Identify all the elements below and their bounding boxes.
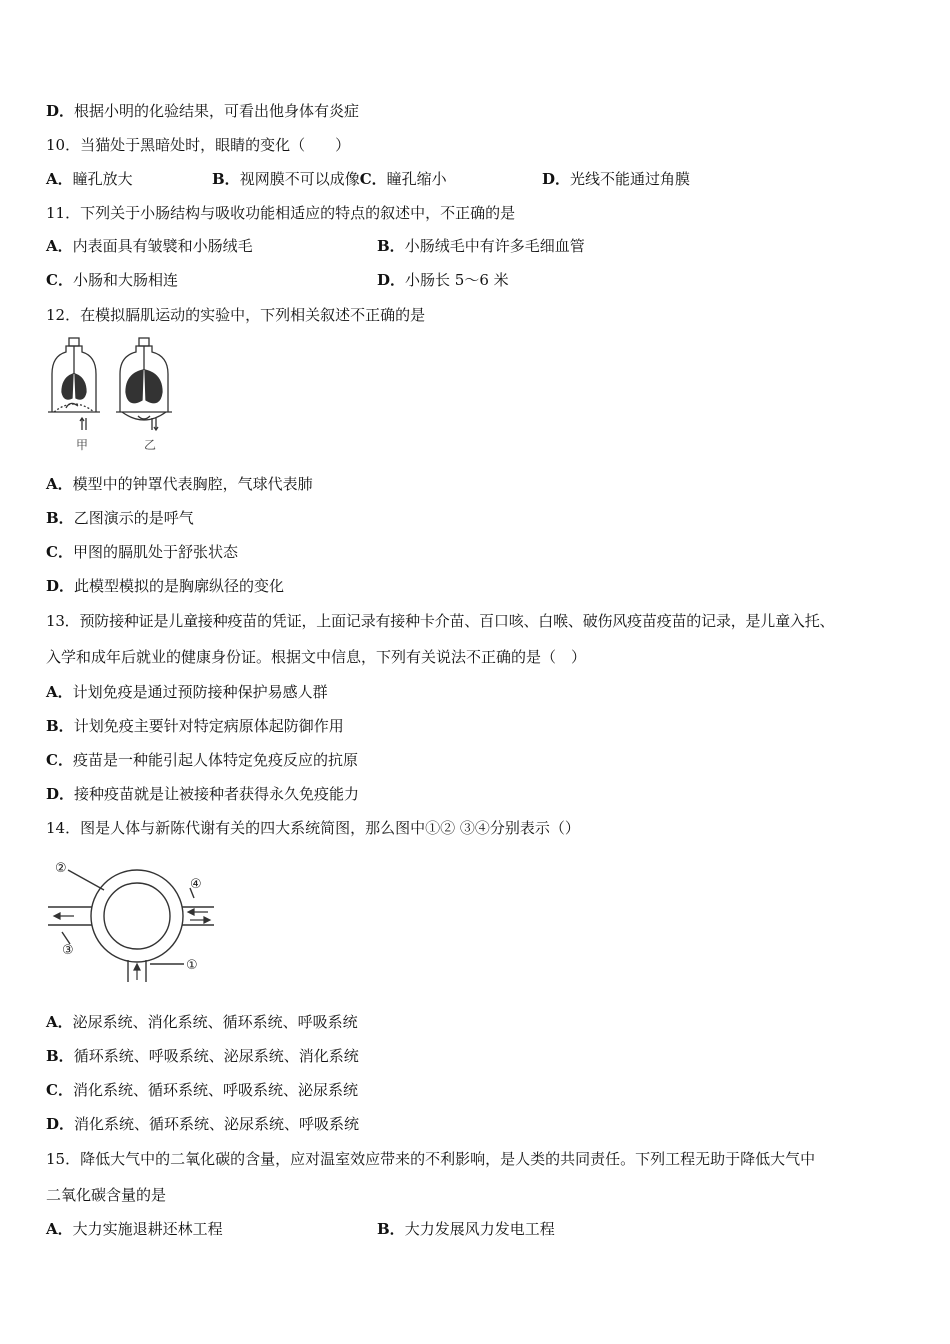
q10-stem: 10．当猫处于黑暗处时，眼睛的变化（ ）: [46, 136, 351, 154]
q11-option-a: A．内表面具有皱襞和小肠绒毛: [46, 237, 253, 255]
q11-stem: 11．下列关于小肠结构与吸收功能相适应的特点的叙述中，不正确的是: [46, 204, 516, 222]
q15-option-a: A．大力实施退耕还林工程: [46, 1220, 223, 1238]
q14-option-a: A．泌尿系统、消化系统、循环系统、呼吸系统: [46, 1013, 358, 1031]
bell-jar-yi: [116, 338, 172, 430]
q12-option-c: C．甲图的膈肌处于舒张状态: [46, 543, 238, 561]
label-4: ④: [190, 877, 202, 892]
bell-jar-jia: [48, 338, 100, 430]
q15-stem-line1: 15．降低大气中的二氧化碳的含量，应对温室效应带来的不利影响，是人类的共同责任。下列工程无助于降低大气中: [46, 1150, 816, 1168]
q13-option-d: D．接种疫苗就是让被接种者获得永久免疫能力: [46, 785, 360, 803]
q13-stem-line2: 入学和成年后就业的健康身份证。根据文中信息，下列有关说法不正确的是（ ）: [46, 648, 587, 666]
label-2: ②: [55, 861, 67, 876]
label-jia: 甲: [76, 438, 89, 452]
q13-option-a: A．计划免疫是通过预防接种保护易感人群: [46, 683, 328, 701]
q11-option-b: B．小肠绒毛中有许多毛细血管: [377, 237, 585, 255]
q10-option-d: D．光线不能通过角膜: [542, 170, 691, 188]
q12-option-a: A．模型中的钟罩代表胸腔，气球代表肺: [46, 475, 313, 493]
label-1: ①: [186, 958, 198, 973]
q13-stem-line1: 13．预防接种证是儿童接种疫苗的凭证，上面记录有接种卡介苗、百口咳、白喉、破伤风疫苗疫苗的记录，是儿童入托、: [46, 612, 835, 630]
label-3: ③: [62, 943, 74, 958]
q14-option-d: D．消化系统、循环系统、泌尿系统、呼吸系统: [46, 1115, 360, 1133]
q15-stem-line2: 二氧化碳含量的是: [46, 1186, 167, 1204]
label-yi: 乙: [144, 438, 157, 452]
q11-option-d: D．小肠长 5～6 米: [377, 271, 509, 289]
q10-option-a: A．瞳孔放大: [46, 170, 133, 188]
q12-option-b: B．乙图演示的是呼气: [46, 509, 194, 527]
q14-option-c: C．消化系统、循环系统、呼吸系统、泌尿系统: [46, 1081, 358, 1099]
q15-option-b: B．大力发展风力发电工程: [377, 1220, 555, 1238]
q14-option-b: B．循环系统、呼吸系统、泌尿系统、消化系统: [46, 1047, 359, 1065]
q12-option-d: D．此模型模拟的是胸廓纵径的变化: [46, 577, 285, 595]
q11-option-c: C．小肠和大肠相连: [46, 271, 178, 289]
four-systems-diagram: [42, 852, 222, 986]
bell-jar-diagram: [42, 336, 182, 456]
q13-option-b: B．计划免疫主要针对特定病原体起防御作用: [46, 717, 344, 735]
q9-option-d: D．根据小明的化验结果，可看出他身体有炎症: [46, 102, 360, 120]
q13-option-c: C．疫苗是一种能引起人体特定免疫反应的抗原: [46, 751, 358, 769]
q14-stem: 14．图是人体与新陈代谢有关的四大系统简图，那么图中①② ③④分别表示（）: [46, 819, 580, 837]
q12-stem: 12．在模拟膈肌运动的实验中，下列相关叙述不正确的是: [46, 306, 426, 324]
q10-option-b: B．视网膜不可以成像C．瞳孔缩小: [212, 170, 447, 188]
